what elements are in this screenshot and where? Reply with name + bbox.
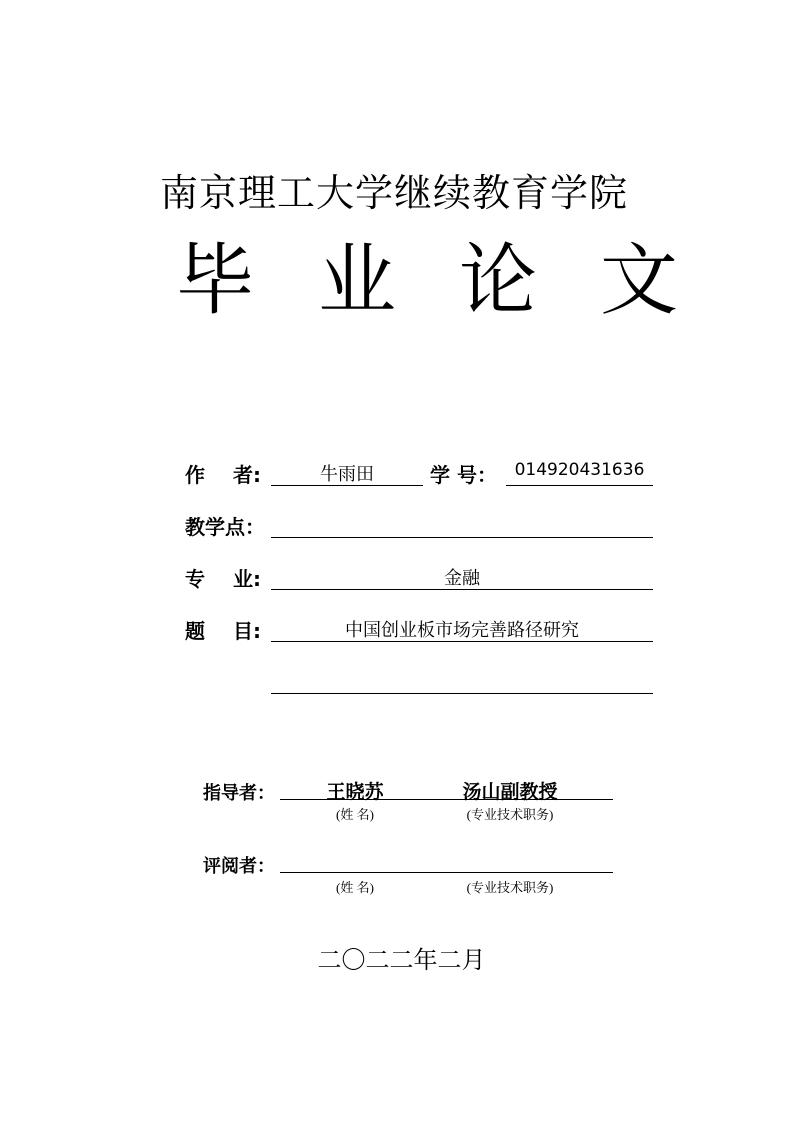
author-label-char-1: 作 <box>185 463 205 487</box>
major-label-char-2: 业: <box>233 567 261 591</box>
topic-underline-2 <box>271 693 653 694</box>
institution-name: 南京理工大学继续教育学院 <box>160 171 629 215</box>
reviewer-label: 评阅者： <box>203 856 275 877</box>
document-title-char-3: 论 <box>459 236 538 326</box>
author-label-char-2: 者: <box>233 463 261 487</box>
advisor-underline <box>280 799 613 800</box>
major-label-char-1: 专 <box>185 567 205 591</box>
reviewer-caption-title: (专业技术职务) <box>466 880 554 895</box>
topic-underline <box>271 641 653 642</box>
author-value: 牛雨田 <box>320 464 374 485</box>
major-value: 金融 <box>444 568 480 589</box>
advisor-caption-title: (专业技术职务) <box>466 807 554 822</box>
reviewer-underline <box>280 872 613 873</box>
student-id-underline <box>506 485 653 486</box>
student-id-label: 学 号： <box>430 463 497 487</box>
advisor-label: 指导者： <box>203 783 275 804</box>
author-underline <box>271 485 423 486</box>
advisor-name: 王晓苏 <box>326 781 384 803</box>
advisor-caption-name: (姓 名) <box>336 807 374 822</box>
major-underline <box>271 589 653 590</box>
topic-label-char-1: 题 <box>185 619 205 643</box>
document-title-char-4: 文 <box>600 236 679 326</box>
reviewer-caption-name: (姓 名) <box>336 880 374 895</box>
student-id-value: 014920431636 <box>514 460 645 480</box>
topic-value: 中国创业板市场完善路径研究 <box>345 620 579 641</box>
topic-label-char-2: 目: <box>233 619 261 643</box>
teaching-site-label: 教学点： <box>185 515 265 539</box>
teaching-site-underline <box>271 537 653 538</box>
document-title-char-2: 业 <box>318 236 397 326</box>
advisor-title: 汤山副教授 <box>462 781 558 803</box>
submission-date: 二〇二二年二月 <box>317 946 486 974</box>
document-title-char-1: 毕 <box>176 236 255 326</box>
